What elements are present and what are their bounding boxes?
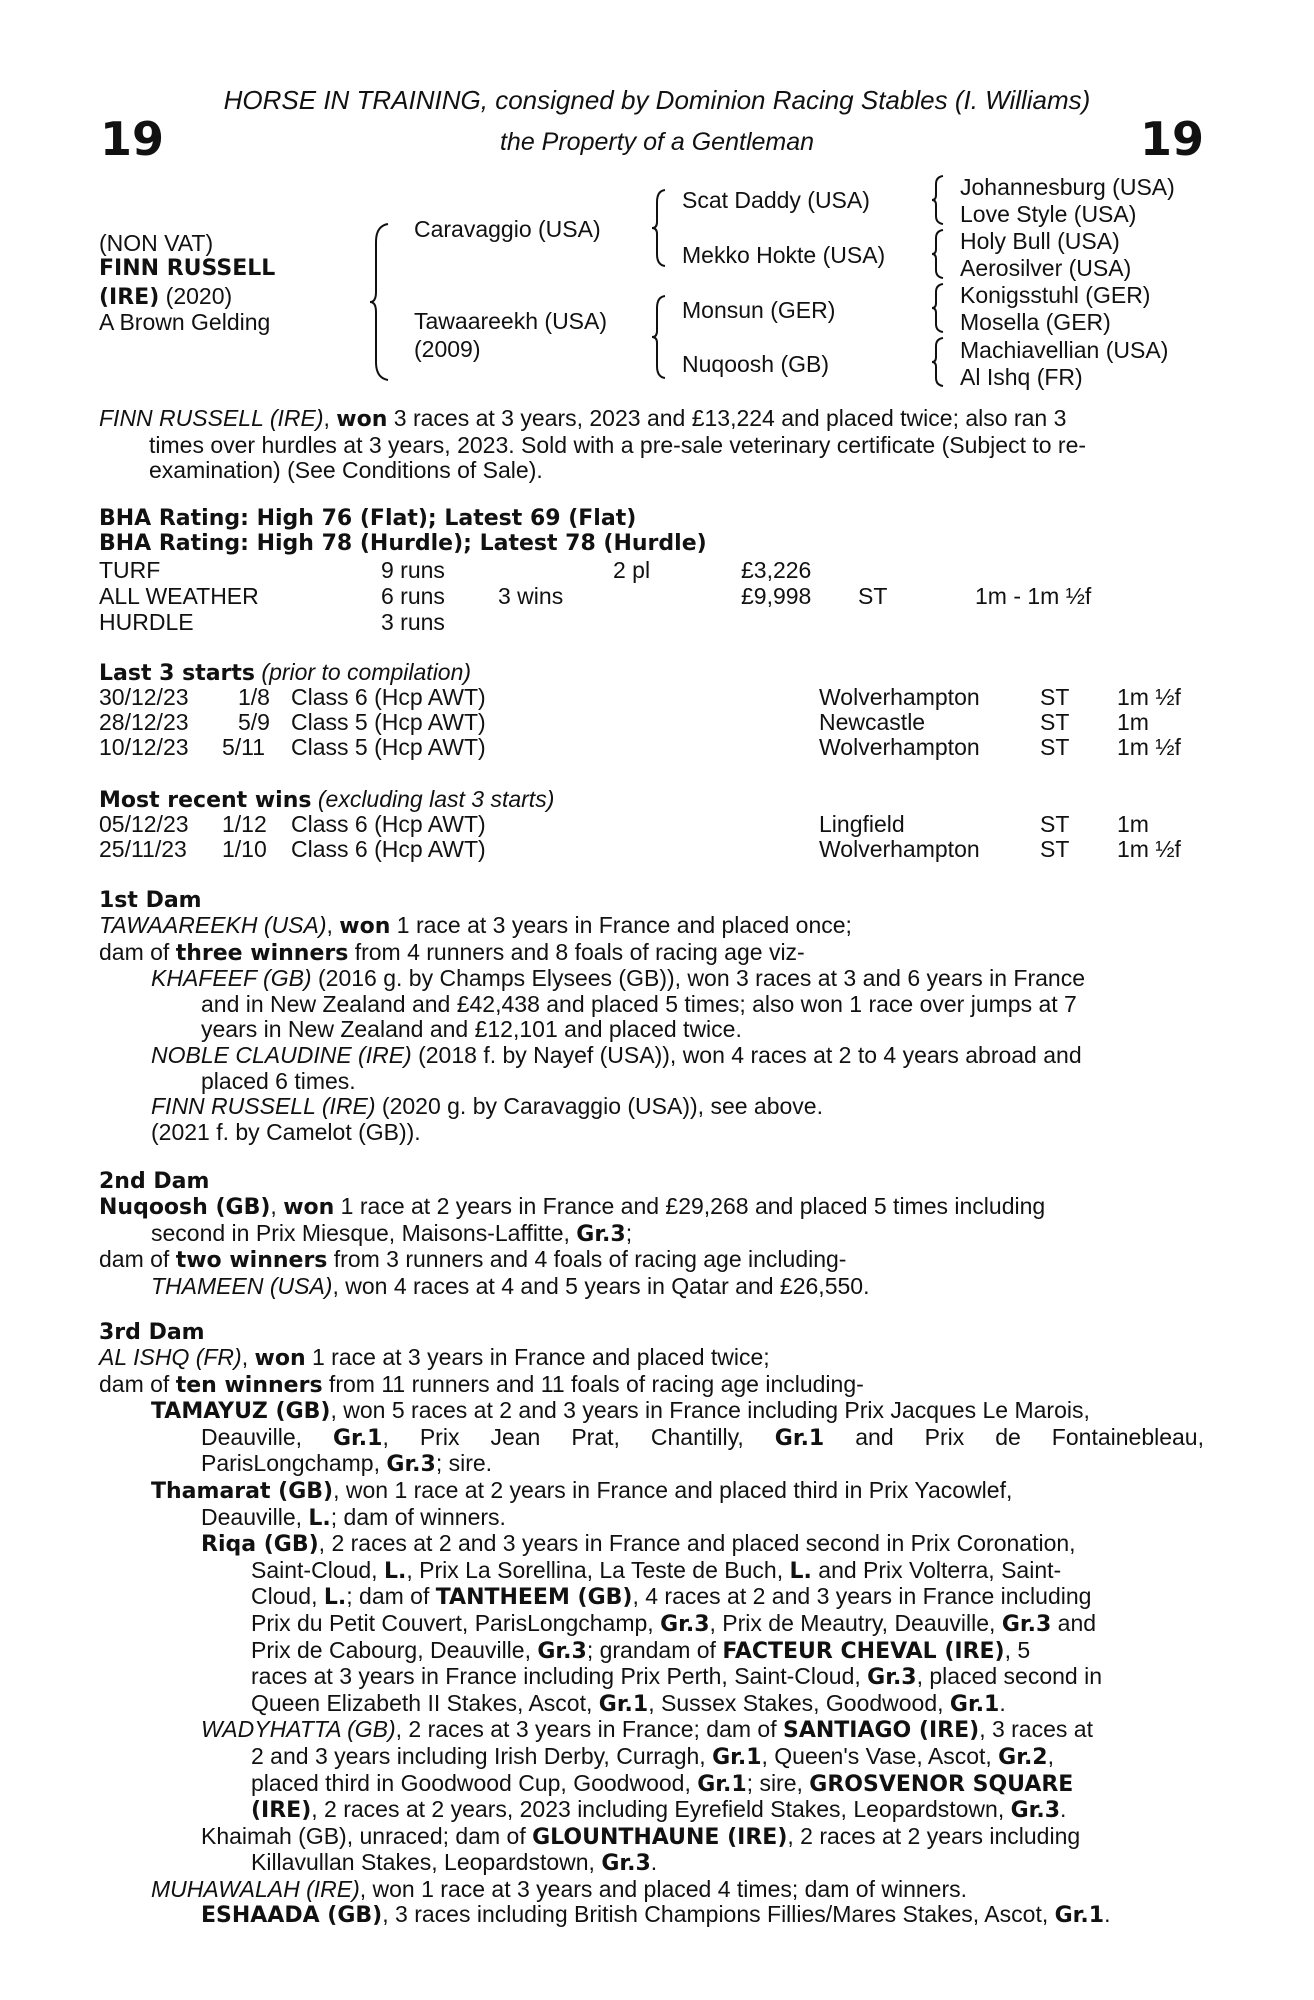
win-race: Class 6 (Hcp AWT) [291,836,486,862]
win-going: ST [1040,836,1070,862]
start-distance: 1m [1117,709,1149,735]
start-race: Class 6 (Hcp AWT) [291,684,486,710]
lot-number-left: 19 [100,112,165,166]
header-property: the Property of a Gentleman [499,128,815,156]
start-position: 1/8 [238,684,270,710]
win-race: Class 6 (Hcp AWT) [291,811,486,837]
pedigree-sire: Caravaggio (USA) [414,216,601,242]
first-dam-section: TAWAAREEKH (USA), won 1 race at 3 years in France and placed once; dam of three winners from 4 runners and 8 foals of racing age viz- KHAFEEF (GB) (2016 g. by Champs Elysees (GB)), won 3 races at 3 and 6 years in France and in New Zealand and £42,438 and placed 5 times; also won 1 race over jumps at 7 years in New Zealand and £12,101 and placed twice. NOBLE CLAUDINE (IRE) (2018 f. by Nayef (USA)), won 4 races at 2 to 4 years abroad and placed 6 times. FINN RUSSELL (IRE) (2020 g. by Caravaggio (USA)), see above. (2021 f. by Camelot (GB)). [99,912,1086,1145]
start-course: Wolverhampton [819,734,980,760]
stats-surface: TURF [99,557,161,583]
pedigree-brace-sire [650,188,668,268]
start-date: 30/12/23 [99,684,189,710]
stats-going: ST [858,583,888,609]
race-summary: FINN RUSSELL (IRE), won 3 races at 3 years, 2023 and £13,224 and placed twice; also ran 3 times over hurdles at 3 years, 2023. Sold with a pre-sale veterinary certificate (Subject to re- examination) (See Conditions of Sale). [99,405,1087,484]
start-course: Wolverhampton [819,684,980,710]
start-race: Class 5 (Hcp AWT) [291,734,486,760]
pedigree-ddd: Al Ishq (FR) [960,364,1083,390]
third-dam-heading: 3rd Dam [99,1320,205,1345]
pedigree-dsd: Mosella (GER) [960,309,1111,335]
vat-status: (NON VAT) [99,230,214,256]
win-distance: 1m ½f [1117,836,1181,862]
start-distance: 1m ½f [1117,684,1181,710]
pedigree-dam-year: (2009) [414,336,481,362]
stats-surface: ALL WEATHER [99,583,259,609]
pedigree-brace-ss [930,174,946,226]
first-dam-heading: 1st Dam [99,888,202,913]
start-going: ST [1040,734,1070,760]
win-course: Lingfield [819,811,905,837]
pedigree-sdd: Aerosilver (USA) [960,255,1132,281]
pedigree-brace-dam [650,294,668,380]
stats-runs: 9 runs [381,557,445,583]
pedigree-dam: Tawaareekh (USA) [414,308,608,334]
pedigree-dss: Konigsstuhl (GER) [960,282,1151,308]
second-dam-section: Nuqoosh (GB), won 1 race at 2 years in France and £29,268 and placed 5 times including second in Prix Miesque, Maisons-Laffitte, Gr.3; dam of two winners from 3 runners and 4 foals of racing age including- THAMEEN (USA), won 4 races at 4 and 5 years in Qatar and £26,550. [99,1193,1046,1299]
win-distance: 1m [1117,811,1149,837]
pedigree-dam-sire: Monsun (GER) [682,297,836,323]
stats-runs: 6 runs [381,583,445,609]
stats-earnings: £9,998 [741,583,812,609]
pedigree-brace-sd [930,228,946,280]
start-course: Newcastle [819,709,926,735]
lot-number-right: 19 [1139,112,1204,166]
start-going: ST [1040,684,1070,710]
start-race: Class 5 (Hcp AWT) [291,709,486,735]
pedigree-dds: Machiavellian (USA) [960,337,1169,363]
start-date: 28/12/23 [99,709,189,735]
pedigree-brace-dd [930,336,946,388]
header-consignment: HORSE IN TRAINING, consigned by Dominion Racing Stables (I. Williams) [223,85,1091,115]
pedigree-brace-ds [930,282,946,334]
win-date: 25/11/23 [99,836,187,862]
win-position: 1/12 [222,811,267,837]
rating-flat: BHA Rating: High 76 (Flat); Latest 69 (Flat) [99,506,637,531]
start-distance: 1m ½f [1117,734,1181,760]
pedigree-sss: Johannesburg (USA) [960,174,1175,200]
stats-wins: 3 wins [498,583,564,609]
stats-placed: 2 pl [613,557,651,583]
rating-hurdle: BHA Rating: High 78 (Hurdle); Latest 78 (Hurdle) [99,531,707,556]
start-position: 5/9 [238,709,270,735]
last3-heading: Last 3 starts (prior to compilation) [99,659,472,686]
pedigree-brace-main [368,222,392,382]
win-course: Wolverhampton [819,836,980,862]
stats-runs: 3 runs [381,609,445,635]
third-dam-section: AL ISHQ (FR), won 1 race at 3 years in France and placed twice; dam of ten winners from 11 runners and 11 foals of racing age including- TAMAYUZ (GB), won 5 races at 2 and 3 years in France including Prix Jacques Le Marois, Deauville, Gr.1, Prix Jean Prat, Chantilly, Gr.1 and Prix de Fontainebleau, ParisLongchamp, Gr.3; sire. Thamarat (GB), won 1 race at 2 years in France and placed third in Prix Yacowlef, Deauville, L.; dam of winners. Riqa (GB), 2 races at 2 and 3 years in France and placed second in Prix Coronation, Saint-Cloud, L., Prix La Sorellina, La Teste de Buch, L. and Prix Volterra, Saint- Cloud, L.; dam of TANTHEEM (GB), 4 races at 2 and 3 years in France including Prix du Petit Couvert, ParisLongchamp, Gr.3, Prix de Meautry, Deauville, Gr.3 and Prix de Cabourg, Deauville, Gr.3; grandam of FACTEUR CHEVAL (IRE), 5 races at 3 years in France including Prix Perth, Saint-Cloud, Gr.3, placed second in Queen Elizabeth II Stakes, Ascot, Gr.1, Sussex Stakes, Goodwood, Gr.1. WADYHATTA (GB), 2 races at 3 years in France; dam of SANTIAGO (IRE), 3 races at 2 and 3 years including Irish Derby, Curragh, Gr.1, Queen's Vase, Ascot, Gr.2, placed third in Goodwood Cup, Goodwood, Gr.1; sire, GROSVENOR SQUARE (IRE), 2 races at 2 years, 2023 including Eyrefield Stakes, Leopardstown, Gr.3. Khaimah (GB), unraced; dam of GLOUNTHAUNE (IRE), 2 races at 2 years including Killavullan Stakes, Leopardstown, Gr.3. MUHAWALAH (IRE), won 1 race at 3 years and placed 4 times; dam of winners. ESHAADA (GB), 3 races including British Champions Fillies/Mares Stakes, Ascot, Gr.1. [99,1344,1204,1929]
start-going: ST [1040,709,1070,735]
stats-surface: HURDLE [99,609,194,635]
pedigree-sds: Holy Bull (USA) [960,228,1120,254]
pedigree-sire-sire: Scat Daddy (USA) [682,187,870,213]
win-date: 05/12/23 [99,811,189,837]
pedigree-dam-dam: Nuqoosh (GB) [682,351,830,377]
second-dam-heading: 2nd Dam [99,1169,210,1194]
stats-distance: 1m - 1m ½f [975,583,1092,609]
horse-name: FINN RUSSELL [99,256,276,281]
recent-wins-heading: Most recent wins (excluding last 3 starts) [99,786,555,813]
horse-country-year: (IRE) (2020) [99,283,233,310]
start-date: 10/12/23 [99,734,189,760]
pedigree-sire-dam: Mekko Hokte (USA) [682,242,886,268]
win-going: ST [1040,811,1070,837]
pedigree-ssd: Love Style (USA) [960,201,1137,227]
horse-description: A Brown Gelding [99,309,271,335]
start-position: 5/11 [222,734,266,760]
stats-earnings: £3,226 [741,557,812,583]
win-position: 1/10 [222,836,267,862]
